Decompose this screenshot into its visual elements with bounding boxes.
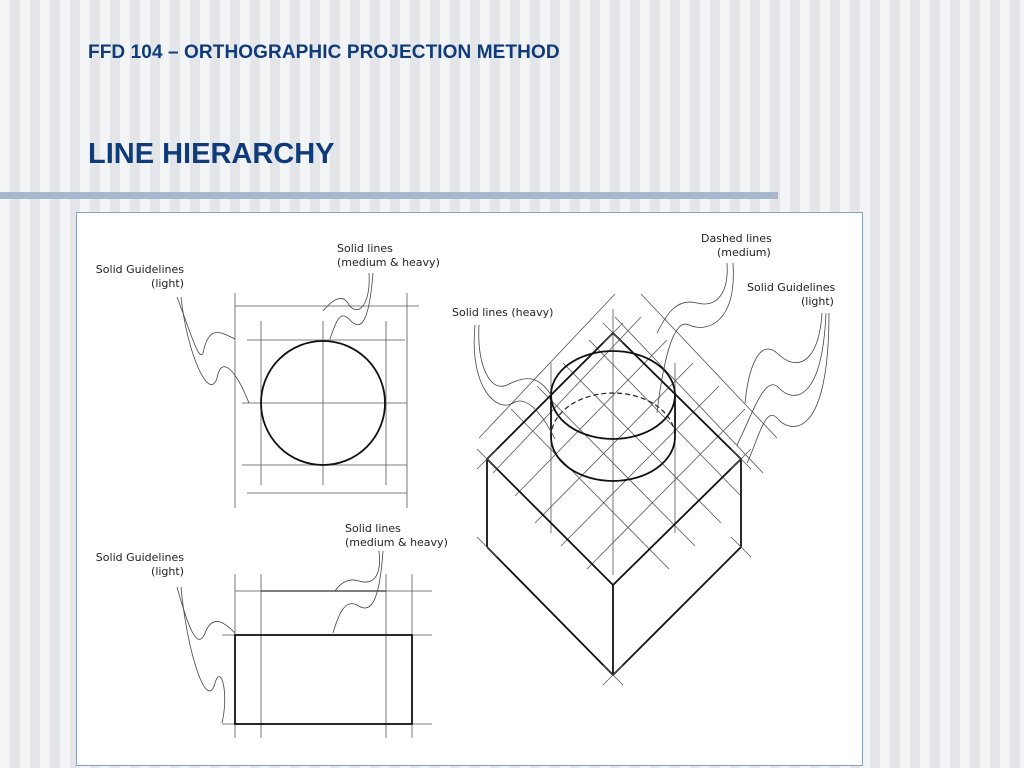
label-solid-guidelines: Solid Guidelines: [747, 281, 836, 294]
slide-title: LINE HIERARCHY: [88, 138, 335, 170]
label-dashed-lines: Dashed lines: [701, 232, 772, 245]
top-view-drawing: [235, 293, 419, 508]
heavy-rectangle: [235, 635, 412, 724]
isometric-drawing: [477, 294, 777, 685]
label-solid-lines-heavy: Solid lines (heavy): [452, 306, 554, 319]
line-hierarchy-diagram: [77, 213, 862, 765]
label-light: (light): [151, 277, 184, 290]
label-medium-heavy: (medium & heavy): [337, 256, 440, 269]
label-solid-lines: Solid lines: [337, 242, 393, 255]
top-view-leaders: [177, 273, 373, 403]
title-divider: [0, 192, 778, 199]
front-view-drawing: [222, 574, 432, 738]
label-solid-lines: Solid lines: [345, 522, 401, 535]
label-medium-heavy: (medium & heavy): [345, 536, 448, 549]
front-view-leaders: [177, 551, 383, 723]
label-solid-guidelines: Solid Guidelines: [95, 263, 184, 276]
label-light: (light): [801, 295, 834, 308]
label-light: (light): [151, 565, 184, 578]
diagram-panel: [76, 212, 863, 766]
box-top-face: [487, 333, 741, 585]
label-medium: (medium): [717, 246, 771, 259]
course-title: FFD 104 – ORTHOGRAPHIC PROJECTION METHOD: [88, 42, 560, 63]
label-solid-guidelines: Solid Guidelines: [95, 551, 184, 564]
